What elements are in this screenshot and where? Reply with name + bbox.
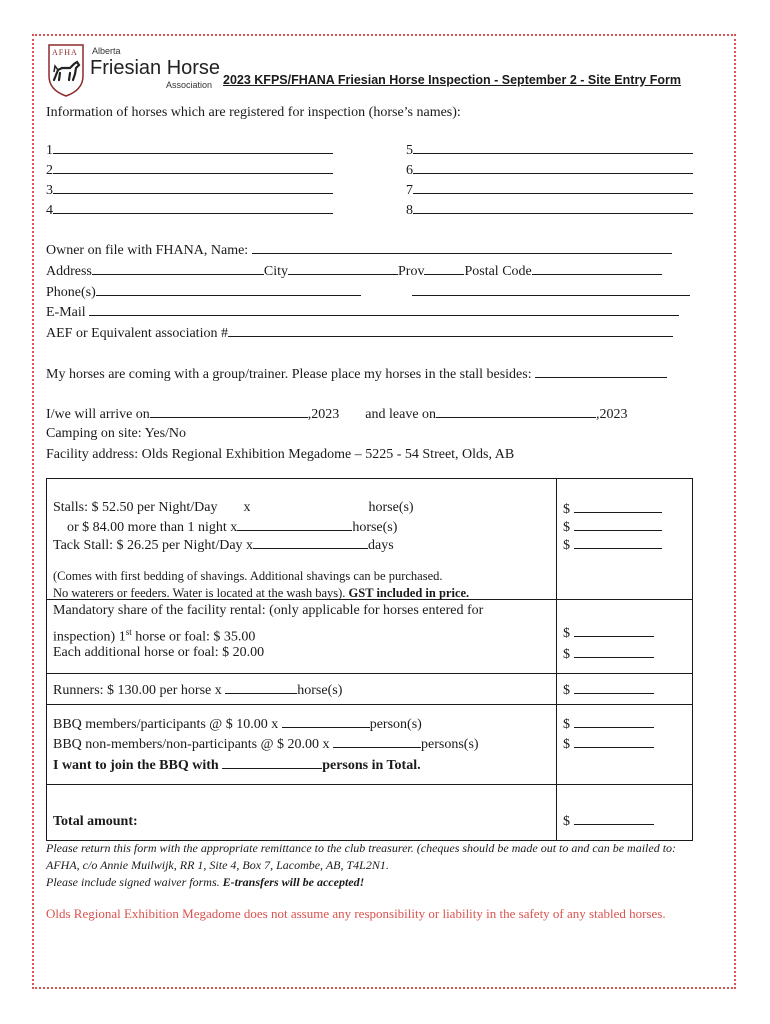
rental-amount-1[interactable]: $ — [563, 623, 654, 643]
horse-line-1[interactable]: 1 — [46, 140, 333, 160]
total-label: Total amount: — [53, 814, 138, 829]
disclaimer: Olds Regional Exhibition Megadome does not assume any responsibility or liability in the safety of any stabled horses. — [46, 906, 666, 921]
stalls-line1[interactable]: Stalls: $ 52.50 per Night/Day x horse(s) — [53, 500, 414, 515]
horses-intro: Information of horses which are registered for inspection (horse’s names): — [46, 105, 461, 120]
bbq-nonmembers-line[interactable]: BBQ non-members/non-participants @ $ 20.00 x persons(s) — [53, 734, 479, 754]
facility-address: Facility address: Olds Regional Exhibition Megadome – 5225 - 54 Street, Olds, AB — [46, 447, 515, 462]
arrival-row[interactable]: I/we will arrive on ,2023 and leave on ,2023 — [46, 404, 628, 424]
total-amount[interactable]: $ — [563, 811, 654, 831]
address-row[interactable]: Address City Prov Postal Code — [46, 261, 662, 281]
owner-name-row[interactable]: Owner on file with FHANA, Name: — [46, 240, 672, 260]
logo-line2: Friesian Horse — [90, 57, 221, 79]
aef-row[interactable]: AEF or Equivalent association # — [46, 323, 673, 343]
horse-line-6[interactable]: 6 — [406, 160, 693, 180]
camping-row: Camping on site: Yes/No — [46, 426, 187, 441]
email-row[interactable]: E-Mail — [46, 302, 679, 322]
phone-row[interactable]: Phone(s) — [46, 282, 361, 302]
tack-stall-line[interactable]: Tack Stall: $ 26.25 per Night/Day x days — [53, 535, 394, 555]
logo-line1: Alberta — [92, 46, 121, 56]
stall-amount[interactable]: $ — [563, 499, 662, 519]
tack-amount[interactable]: $ — [563, 535, 662, 555]
runners-row — [47, 674, 693, 705]
rental-amount-2[interactable]: $ — [563, 644, 654, 664]
stall-amount-2[interactable]: $ — [563, 517, 662, 537]
stalls-line2[interactable]: or $ 84.00 more than 1 night x horse(s) — [53, 517, 397, 537]
logo-line3: Association — [166, 80, 213, 90]
rental-line1: Mandatory share of the facility rental: (only applicable for horses entered for — [53, 603, 484, 618]
footer-line2: AFHA, c/o Annie Muilwijk, RR 1, Site 4, Box 7, Lacombe, AB, T4L2N1. — [46, 858, 389, 872]
rental-line2: inspection) 1st horse or foal: $ 35.00 — [53, 627, 256, 645]
stalls-note2: No waterers or feeders. Water is located at the wash bays). GST included in price. — [53, 586, 470, 600]
runners-amount[interactable]: $ — [563, 680, 654, 700]
rental-row — [47, 600, 693, 674]
page-title: 2023 KFPS/FHANA Friesian Horse Inspection - September 2 - Site Entry Form — [223, 73, 681, 87]
stalls-note1: (Comes with first bedding of shavings. Additional shavings can be purchased. — [53, 569, 443, 583]
runners-line[interactable]: Runners: $ 130.00 per horse x horse(s) — [53, 680, 342, 700]
fees-table — [46, 478, 693, 841]
stalls-row — [47, 479, 693, 600]
bbq-row — [47, 705, 693, 785]
bbq-total-line[interactable]: I want to join the BBQ with persons in Total. — [53, 755, 421, 775]
phone-line-2[interactable] — [412, 282, 690, 302]
bbq-amount-2[interactable]: $ — [563, 734, 654, 754]
horse-line-4[interactable]: 4 — [46, 200, 333, 220]
footer-line3: Please include signed waiver forms. E-transfers will be accepted! — [46, 875, 365, 889]
afha-logo — [46, 42, 221, 100]
logo-abbr: AFHA — [52, 48, 78, 57]
total-row — [47, 785, 693, 841]
horse-line-2[interactable]: 2 — [46, 160, 333, 180]
horse-line-8[interactable]: 8 — [406, 200, 693, 220]
footer-line1: Please return this form with the appropriate remittance to the club treasurer. (cheques should be made out to and can be mailed to: — [46, 841, 677, 855]
bbq-amount-1[interactable]: $ — [563, 714, 654, 734]
horse-line-7[interactable]: 7 — [406, 180, 693, 200]
group-row[interactable]: My horses are coming with a group/trainer. Please place my horses in the stall besides: — [46, 364, 667, 384]
rental-line3: Each additional horse or foal: $ 20.00 — [53, 645, 265, 660]
horse-line-5[interactable]: 5 — [406, 140, 693, 160]
horse-line-3[interactable]: 3 — [46, 180, 333, 200]
bbq-members-line[interactable]: BBQ members/participants @ $ 10.00 x person(s) — [53, 714, 422, 734]
